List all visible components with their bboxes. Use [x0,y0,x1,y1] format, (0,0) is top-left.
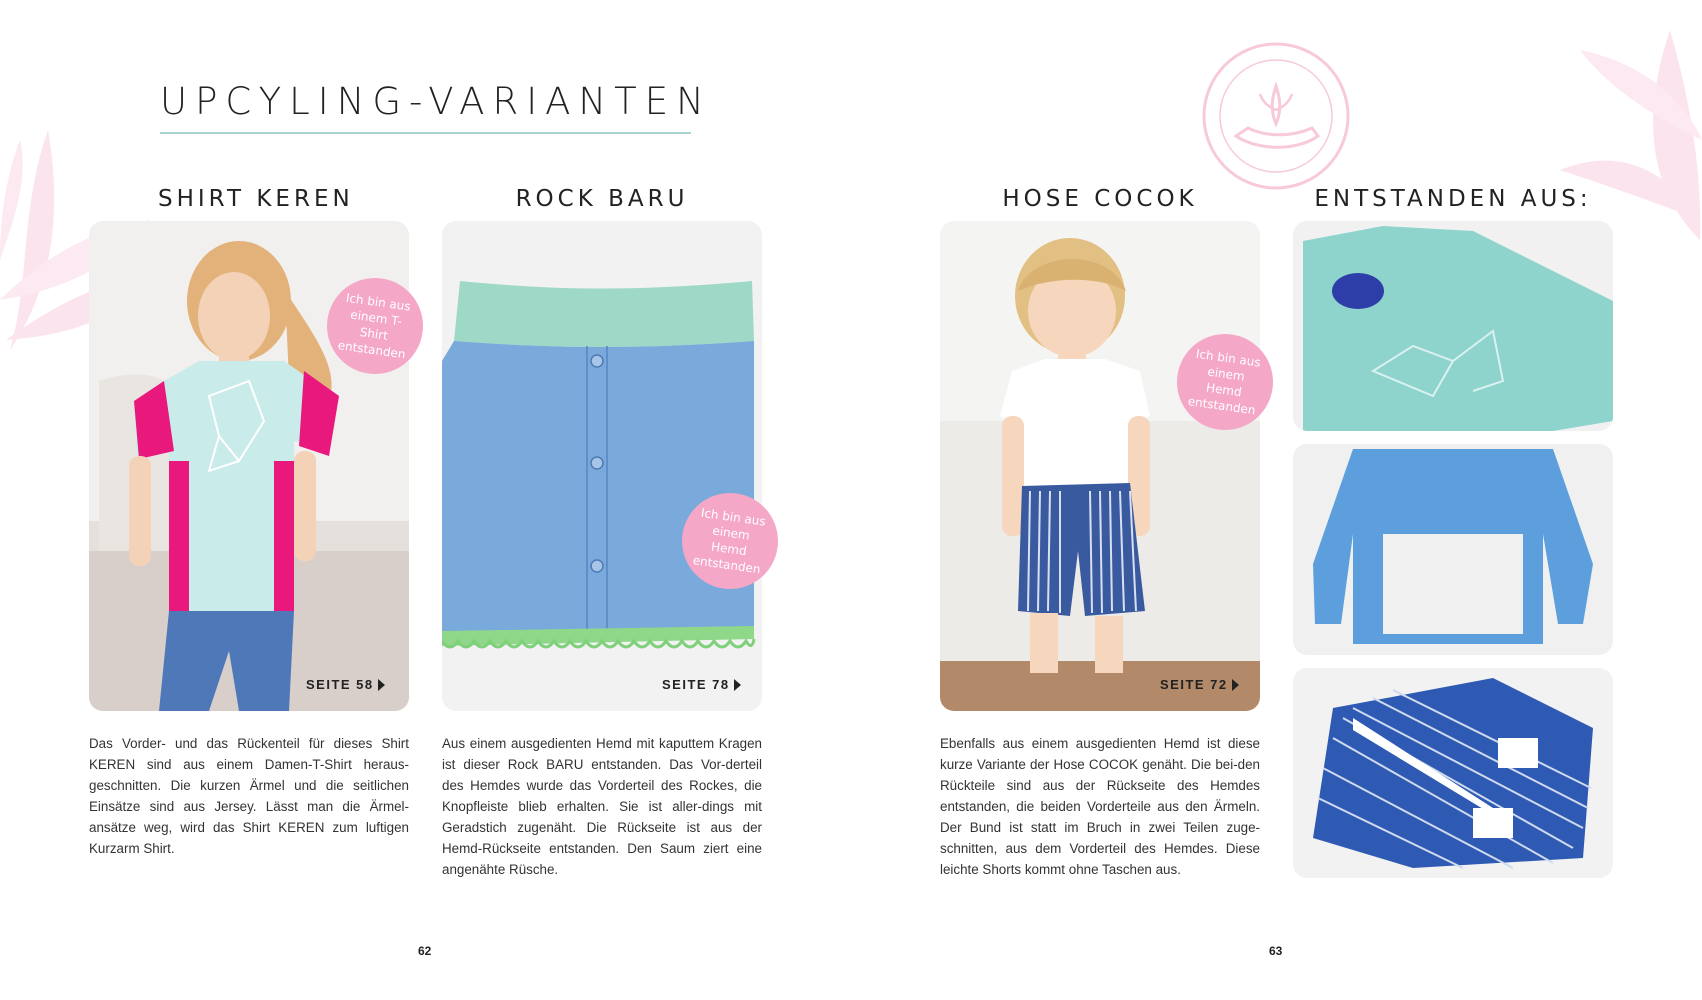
column-title-rock-baru: ROCK BARU [515,186,689,212]
text-hose-cocok: Ebenfalls aus einem ausgedienten Hemd ist diese kurze Variante der Hose COCOK genäht. Die bei-den Rückteile sind aus der Rückseite des Hemdes entstanden, die beiden Vorderteile aus den Ärmeln. Der Bund ist statt im Bruch in zwei Teilen zuge-schnitten, aus dem Vorderteil des Hemdes. Diese leichte Shorts kommt ohne Taschen aus. [940,736,1260,877]
column-title-hose-cocok: HOSE COCOK [1002,186,1198,212]
arrow-right-icon [734,679,741,691]
page-ref-shirt-keren[interactable] [306,677,385,692]
title-underline [160,132,691,134]
badge-hose-cocok: Ich bin aus einem Hemd entstanden [1171,328,1279,436]
page-number-left: 62 [418,944,432,958]
badge-shirt-keren: Ich bin aus einem T-Shirt entstanden [321,272,429,380]
photo-source-shirt-cut [1293,444,1613,655]
column-title-shirt-keren: SHIRT KEREN [158,186,354,212]
photo-source-striped-shirt [1293,668,1613,878]
arrow-right-icon [1232,679,1239,691]
page-title: UPCYLING-VARIANTEN [160,80,712,123]
arrow-right-icon [378,679,385,691]
page-ref-rock-baru[interactable] [662,677,741,692]
column-title-entstanden-aus: ENTSTANDEN AUS: [1314,186,1592,212]
photo-hose-cocok [940,221,1260,711]
page-ref-label: SEITE 78 [662,677,730,692]
text-shirt-keren: Das Vorder- und das Rückenteil für dieses Shirt KEREN sind aus einem Damen-T-Shirt heraus-geschnitten. Die kurzen Ärmel und die seitlichen Einsätze sind aus Jersey. Lässt man die Ärmel-ansätze weg, wird das Shirt KEREN zum luftigen Kurzarm Shirt. [89,736,409,856]
leaf-decoration-right [1550,20,1702,250]
page-ref-label: SEITE 58 [306,677,374,692]
text-rock-baru: Aus einem ausgedienten Hemd mit kaputtem Kragen ist dieser Rock BARU entstanden. Das Vor-derteil des Hemdes wurde das Vorderteil des Rockes, die Knopfleiste blieb erhalten. Sie ist aller-dings mit Geradstich zugenäht. Die Rückseite ist aus der Hemd-Rückseite entstanden. Den Saum ziert eine angenähte Rüsche. [442,736,762,877]
page-ref-label: SEITE 72 [1160,677,1228,692]
photo-rock-baru [442,221,762,711]
page-ref-hose-cocok[interactable] [1160,677,1239,692]
page-number-right: 63 [1269,944,1283,958]
nachhaltig-stamp-logo [1200,40,1352,192]
photo-source-tshirt [1293,221,1613,431]
badge-rock-baru: Ich bin aus einem Hemd entstanden [676,487,784,595]
